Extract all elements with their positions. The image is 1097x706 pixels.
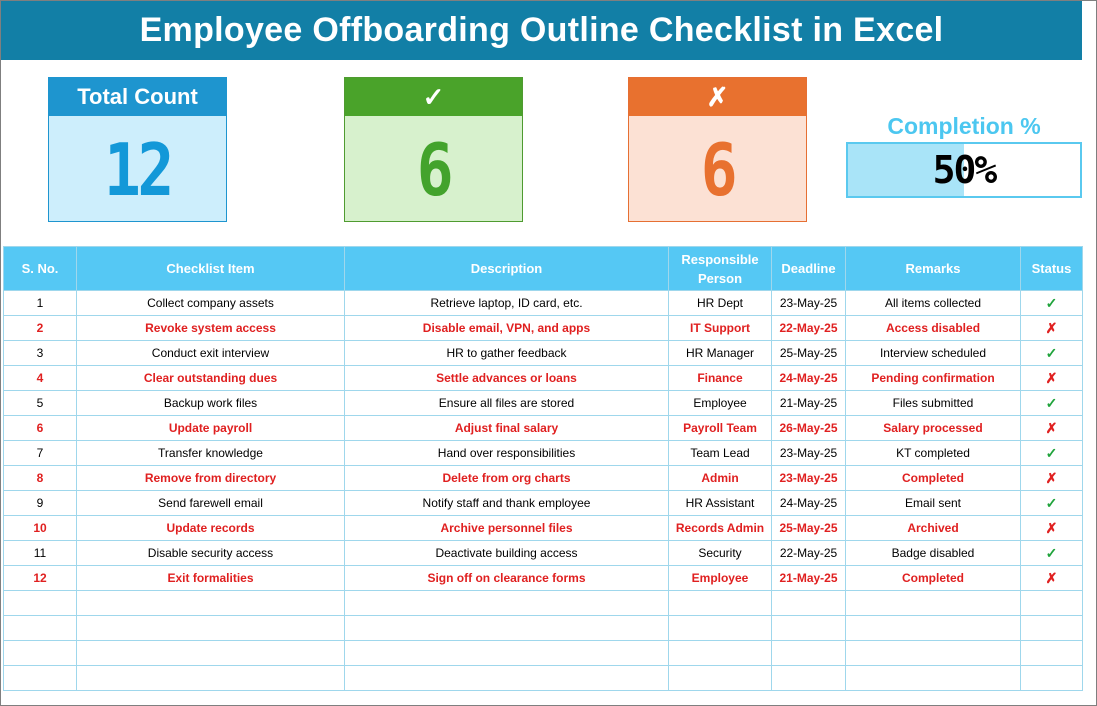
description-cell[interactable]: Delete from org charts <box>345 466 669 491</box>
checklist-item-cell[interactable]: Revoke system access <box>77 316 345 341</box>
empty-cell[interactable] <box>772 616 846 641</box>
serial-no-cell[interactable]: 7 <box>4 441 77 466</box>
empty-cell[interactable] <box>77 591 345 616</box>
empty-table-row <box>4 641 1083 666</box>
page-title: Employee Offboarding Outline Checklist in Excel <box>1 1 1082 60</box>
serial-no-cell[interactable]: 9 <box>4 491 77 516</box>
description-cell[interactable]: Hand over responsibilities <box>345 441 669 466</box>
empty-cell[interactable] <box>846 666 1021 691</box>
header-deadline[interactable]: Deadline <box>772 247 846 291</box>
checklist-table <box>3 246 1083 691</box>
responsible-person-cell[interactable]: Employee <box>669 391 772 416</box>
remarks-cell[interactable]: Interview scheduled <box>846 341 1021 366</box>
responsible-person-cell[interactable]: Admin <box>669 466 772 491</box>
pending-count-value: 6 <box>700 127 735 212</box>
responsible-person-cell[interactable]: Payroll Team <box>669 416 772 441</box>
empty-cell[interactable] <box>345 666 669 691</box>
checklist-item-cell[interactable]: Backup work files <box>77 391 345 416</box>
responsible-person-cell[interactable]: Security <box>669 541 772 566</box>
total-count-card <box>48 77 227 222</box>
header-responsible-person[interactable]: Responsible Person <box>669 247 772 291</box>
responsible-person-cell[interactable]: Finance <box>669 366 772 391</box>
completion-percent: 50% <box>932 148 996 192</box>
status-cell[interactable]: ✓ <box>1021 291 1083 316</box>
checklist-item-cell[interactable]: Update payroll <box>77 416 345 441</box>
description-cell[interactable]: Disable email, VPN, and apps <box>345 316 669 341</box>
serial-no-cell[interactable]: 3 <box>4 341 77 366</box>
remarks-cell[interactable]: Pending confirmation <box>846 366 1021 391</box>
remarks-cell[interactable]: All items collected <box>846 291 1021 316</box>
description-cell[interactable]: Ensure all files are stored <box>345 391 669 416</box>
empty-cell[interactable] <box>846 616 1021 641</box>
empty-table-row <box>4 666 1083 691</box>
description-cell[interactable]: Archive personnel files <box>345 516 669 541</box>
responsible-person-cell[interactable]: HR Manager <box>669 341 772 366</box>
empty-cell[interactable] <box>345 641 669 666</box>
description-cell[interactable]: Deactivate building access <box>345 541 669 566</box>
total-count-label: Total Count <box>49 78 226 116</box>
responsible-person-cell[interactable]: Employee <box>669 566 772 591</box>
empty-table-row <box>4 616 1083 641</box>
table-row <box>4 516 1083 541</box>
cross-icon: ✗ <box>629 78 806 116</box>
empty-cell[interactable] <box>772 641 846 666</box>
empty-cell[interactable] <box>846 591 1021 616</box>
serial-no-cell[interactable]: 6 <box>4 416 77 441</box>
empty-cell[interactable] <box>1021 591 1083 616</box>
serial-no-cell[interactable]: 4 <box>4 366 77 391</box>
checklist-item-cell[interactable]: Exit formalities <box>77 566 345 591</box>
remarks-cell[interactable]: Archived <box>846 516 1021 541</box>
empty-table-row <box>4 591 1083 616</box>
table-row <box>4 291 1083 316</box>
remarks-cell[interactable]: Files submitted <box>846 391 1021 416</box>
serial-no-cell[interactable]: 5 <box>4 391 77 416</box>
deadline-cell[interactable]: 21-May-25 <box>772 566 846 591</box>
deadline-cell[interactable]: 21-May-25 <box>772 391 846 416</box>
table-row <box>4 566 1083 591</box>
remarks-cell[interactable]: Completed <box>846 566 1021 591</box>
header-serial-no[interactable]: S. No. <box>4 247 77 291</box>
total-count-value: 12 <box>104 127 171 212</box>
empty-cell[interactable] <box>345 616 669 641</box>
deadline-cell[interactable]: 25-May-25 <box>772 516 846 541</box>
table-row <box>4 541 1083 566</box>
serial-no-cell[interactable]: 1 <box>4 291 77 316</box>
pending-count-card <box>628 77 807 222</box>
empty-cell[interactable] <box>4 641 77 666</box>
empty-cell[interactable] <box>4 666 77 691</box>
empty-cell[interactable] <box>772 666 846 691</box>
status-cell[interactable]: ✗ <box>1021 466 1083 491</box>
status-cell[interactable]: ✗ <box>1021 366 1083 391</box>
responsible-person-cell[interactable]: Records Admin <box>669 516 772 541</box>
table-row <box>4 416 1083 441</box>
remarks-cell[interactable]: Access disabled <box>846 316 1021 341</box>
empty-cell[interactable] <box>77 666 345 691</box>
deadline-cell[interactable]: 23-May-25 <box>772 441 846 466</box>
description-cell[interactable]: HR to gather feedback <box>345 341 669 366</box>
status-cell[interactable]: ✓ <box>1021 441 1083 466</box>
header-checklist-item[interactable]: Checklist Item <box>77 247 345 291</box>
status-cell[interactable]: ✗ <box>1021 416 1083 441</box>
header-description[interactable]: Description <box>345 247 669 291</box>
table-row <box>4 316 1083 341</box>
remarks-cell[interactable]: Salary processed <box>846 416 1021 441</box>
serial-no-cell[interactable]: 12 <box>4 566 77 591</box>
description-cell[interactable]: Settle advances or loans <box>345 366 669 391</box>
table-row <box>4 366 1083 391</box>
deadline-cell[interactable]: 24-May-25 <box>772 491 846 516</box>
status-cell[interactable]: ✗ <box>1021 516 1083 541</box>
status-cell[interactable]: ✓ <box>1021 491 1083 516</box>
responsible-person-cell[interactable]: HR Dept <box>669 291 772 316</box>
serial-no-cell[interactable]: 2 <box>4 316 77 341</box>
checklist-item-cell[interactable]: Clear outstanding dues <box>77 366 345 391</box>
deadline-cell[interactable]: 22-May-25 <box>772 541 846 566</box>
checklist-item-cell[interactable]: Send farewell email <box>77 491 345 516</box>
empty-cell[interactable] <box>4 591 77 616</box>
completion-label: Completion % <box>887 113 1041 139</box>
empty-cell[interactable] <box>345 591 669 616</box>
checklist-item-cell[interactable]: Disable security access <box>77 541 345 566</box>
status-cell[interactable]: ✓ <box>1021 391 1083 416</box>
description-cell[interactable]: Adjust final salary <box>345 416 669 441</box>
deadline-cell[interactable]: 23-May-25 <box>772 466 846 491</box>
empty-cell[interactable] <box>1021 641 1083 666</box>
completed-count-value: 6 <box>416 127 451 212</box>
responsible-person-cell[interactable]: Team Lead <box>669 441 772 466</box>
status-cell[interactable]: ✓ <box>1021 541 1083 566</box>
table-row <box>4 441 1083 466</box>
table-header-row <box>4 247 1083 291</box>
remarks-cell[interactable]: Email sent <box>846 491 1021 516</box>
empty-cell[interactable] <box>77 641 345 666</box>
description-cell[interactable]: Sign off on clearance forms <box>345 566 669 591</box>
empty-cell[interactable] <box>77 616 345 641</box>
responsible-person-cell[interactable]: IT Support <box>669 316 772 341</box>
status-cell[interactable]: ✓ <box>1021 341 1083 366</box>
deadline-cell[interactable]: 23-May-25 <box>772 291 846 316</box>
empty-cell[interactable] <box>669 666 772 691</box>
completed-count-card <box>344 77 523 222</box>
status-cell[interactable]: ✗ <box>1021 566 1083 591</box>
empty-cell[interactable] <box>1021 666 1083 691</box>
remarks-cell[interactable]: Badge disabled <box>846 541 1021 566</box>
checklist-item-cell[interactable]: Update records <box>77 516 345 541</box>
deadline-cell[interactable]: 24-May-25 <box>772 366 846 391</box>
responsible-person-cell[interactable]: HR Assistant <box>669 491 772 516</box>
serial-no-cell[interactable]: 10 <box>4 516 77 541</box>
completion-progress-bar <box>846 142 1082 198</box>
checklist-item-cell[interactable]: Remove from directory <box>77 466 345 491</box>
empty-cell[interactable] <box>772 591 846 616</box>
deadline-cell[interactable]: 26-May-25 <box>772 416 846 441</box>
remarks-cell[interactable]: Completed <box>846 466 1021 491</box>
empty-cell[interactable] <box>669 616 772 641</box>
remarks-cell[interactable]: KT completed <box>846 441 1021 466</box>
deadline-cell[interactable]: 25-May-25 <box>772 341 846 366</box>
empty-cell[interactable] <box>4 616 77 641</box>
table-row <box>4 391 1083 416</box>
table-row <box>4 491 1083 516</box>
empty-cell[interactable] <box>669 641 772 666</box>
serial-no-cell[interactable]: 11 <box>4 541 77 566</box>
empty-cell[interactable] <box>1021 616 1083 641</box>
status-cell[interactable]: ✗ <box>1021 316 1083 341</box>
serial-no-cell[interactable]: 8 <box>4 466 77 491</box>
description-cell[interactable]: Notify staff and thank employee <box>345 491 669 516</box>
checkmark-icon: ✓ <box>345 78 522 116</box>
empty-cell[interactable] <box>669 591 772 616</box>
header-remarks[interactable]: Remarks <box>846 247 1021 291</box>
checklist-item-cell[interactable]: Collect company assets <box>77 291 345 316</box>
checklist-item-cell[interactable]: Transfer knowledge <box>77 441 345 466</box>
description-cell[interactable]: Retrieve laptop, ID card, etc. <box>345 291 669 316</box>
empty-cell[interactable] <box>846 641 1021 666</box>
header-status[interactable]: Status <box>1021 247 1083 291</box>
deadline-cell[interactable]: 22-May-25 <box>772 316 846 341</box>
checklist-item-cell[interactable]: Conduct exit interview <box>77 341 345 366</box>
table-row <box>4 341 1083 366</box>
table-row <box>4 466 1083 491</box>
